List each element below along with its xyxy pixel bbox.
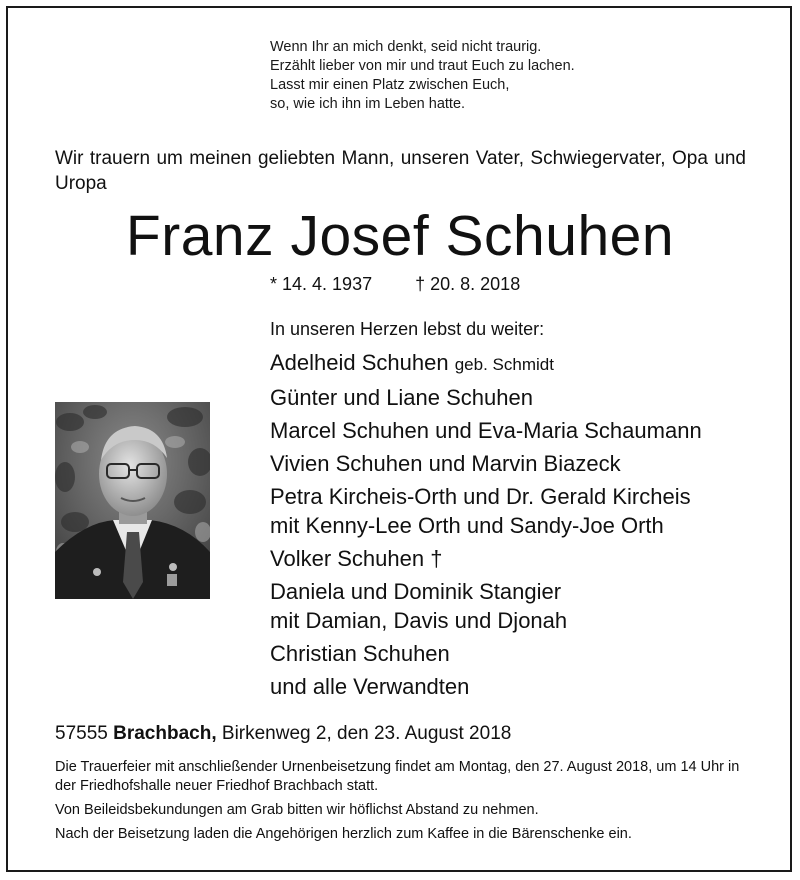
portrait-image <box>55 402 210 599</box>
mourner-entry: Volker Schuhen † <box>270 546 443 571</box>
deceased-name: Franz Josef Schuhen <box>125 204 675 268</box>
town-name: Brachbach, <box>113 723 217 744</box>
mourner-entry-continued: mit Kenny-Lee Orth und Sandy-Joe Orth <box>270 513 664 538</box>
intro-text: Wir trauern um meinen geliebten Mann, unseren Vater, Schwiegervater, Opa und Uropa <box>55 148 746 194</box>
coffee-invitation: Nach der Beisetzung laden die Angehörigen herzlich zum Kaffee in die Bärenschenke ein. <box>55 826 632 842</box>
address-date: Birkenweg 2, den 23. August 2018 <box>221 723 512 744</box>
maiden-name: geb. Schmidt <box>454 355 554 374</box>
mourner-entry: Daniela und Dominik Stangier <box>270 579 562 604</box>
mourner-entry: Günter und Liane Schuhen <box>270 385 533 410</box>
mourner-entry-continued: mit Damian, Davis und Djonah <box>270 608 568 633</box>
birth-date: * 14. 4. 1937 <box>270 274 373 294</box>
condolence-note: Von Beileidsbekundungen am Grab bitten wir höflichst Abstand zu nehmen. <box>55 802 539 818</box>
place-and-date <box>55 722 511 746</box>
mourner-entry <box>270 348 702 379</box>
poem-line: Erzählt lieber von mir und traut Euch zu lachen. <box>270 58 575 74</box>
portrait-photo <box>55 402 210 599</box>
poem-line: Lasst mir einen Platz zwischen Euch, <box>270 77 510 93</box>
mourner-entry: Petra Kircheis-Orth und Dr. Gerald Kircheis <box>270 484 691 509</box>
poem-line: so, wie ich ihn im Leben hatte. <box>270 96 466 112</box>
life-dates <box>270 272 520 296</box>
zip-code: 57555 <box>55 723 108 744</box>
ceremony-notes <box>55 758 755 849</box>
mourner-entry: Vivien Schuhen und Marvin Biazeck <box>270 451 621 476</box>
poem-line: Wenn Ihr an mich denkt, seid nicht traurig. <box>270 39 542 55</box>
mourner-entry: Marcel Schuhen und Eva-Maria Schaumann <box>270 418 702 443</box>
mourner-entry: Christian Schuhen <box>270 641 450 666</box>
death-date: † 20. 8. 2018 <box>415 274 521 294</box>
hearts-line: In unseren Herzen lebst du weiter: <box>270 319 545 339</box>
poem <box>270 38 575 114</box>
mourner-name: Adelheid Schuhen <box>270 350 449 375</box>
mourners-list <box>270 348 702 701</box>
mourner-entry: und alle Verwandten <box>270 674 470 699</box>
ceremony-info: Die Trauerfeier mit anschließender Urnenbeisetzung findet am Montag, den 27. August 2018, um 14 Uhr in der Friedhofshalle neuer Friedhof Brachbach statt. <box>55 759 740 794</box>
